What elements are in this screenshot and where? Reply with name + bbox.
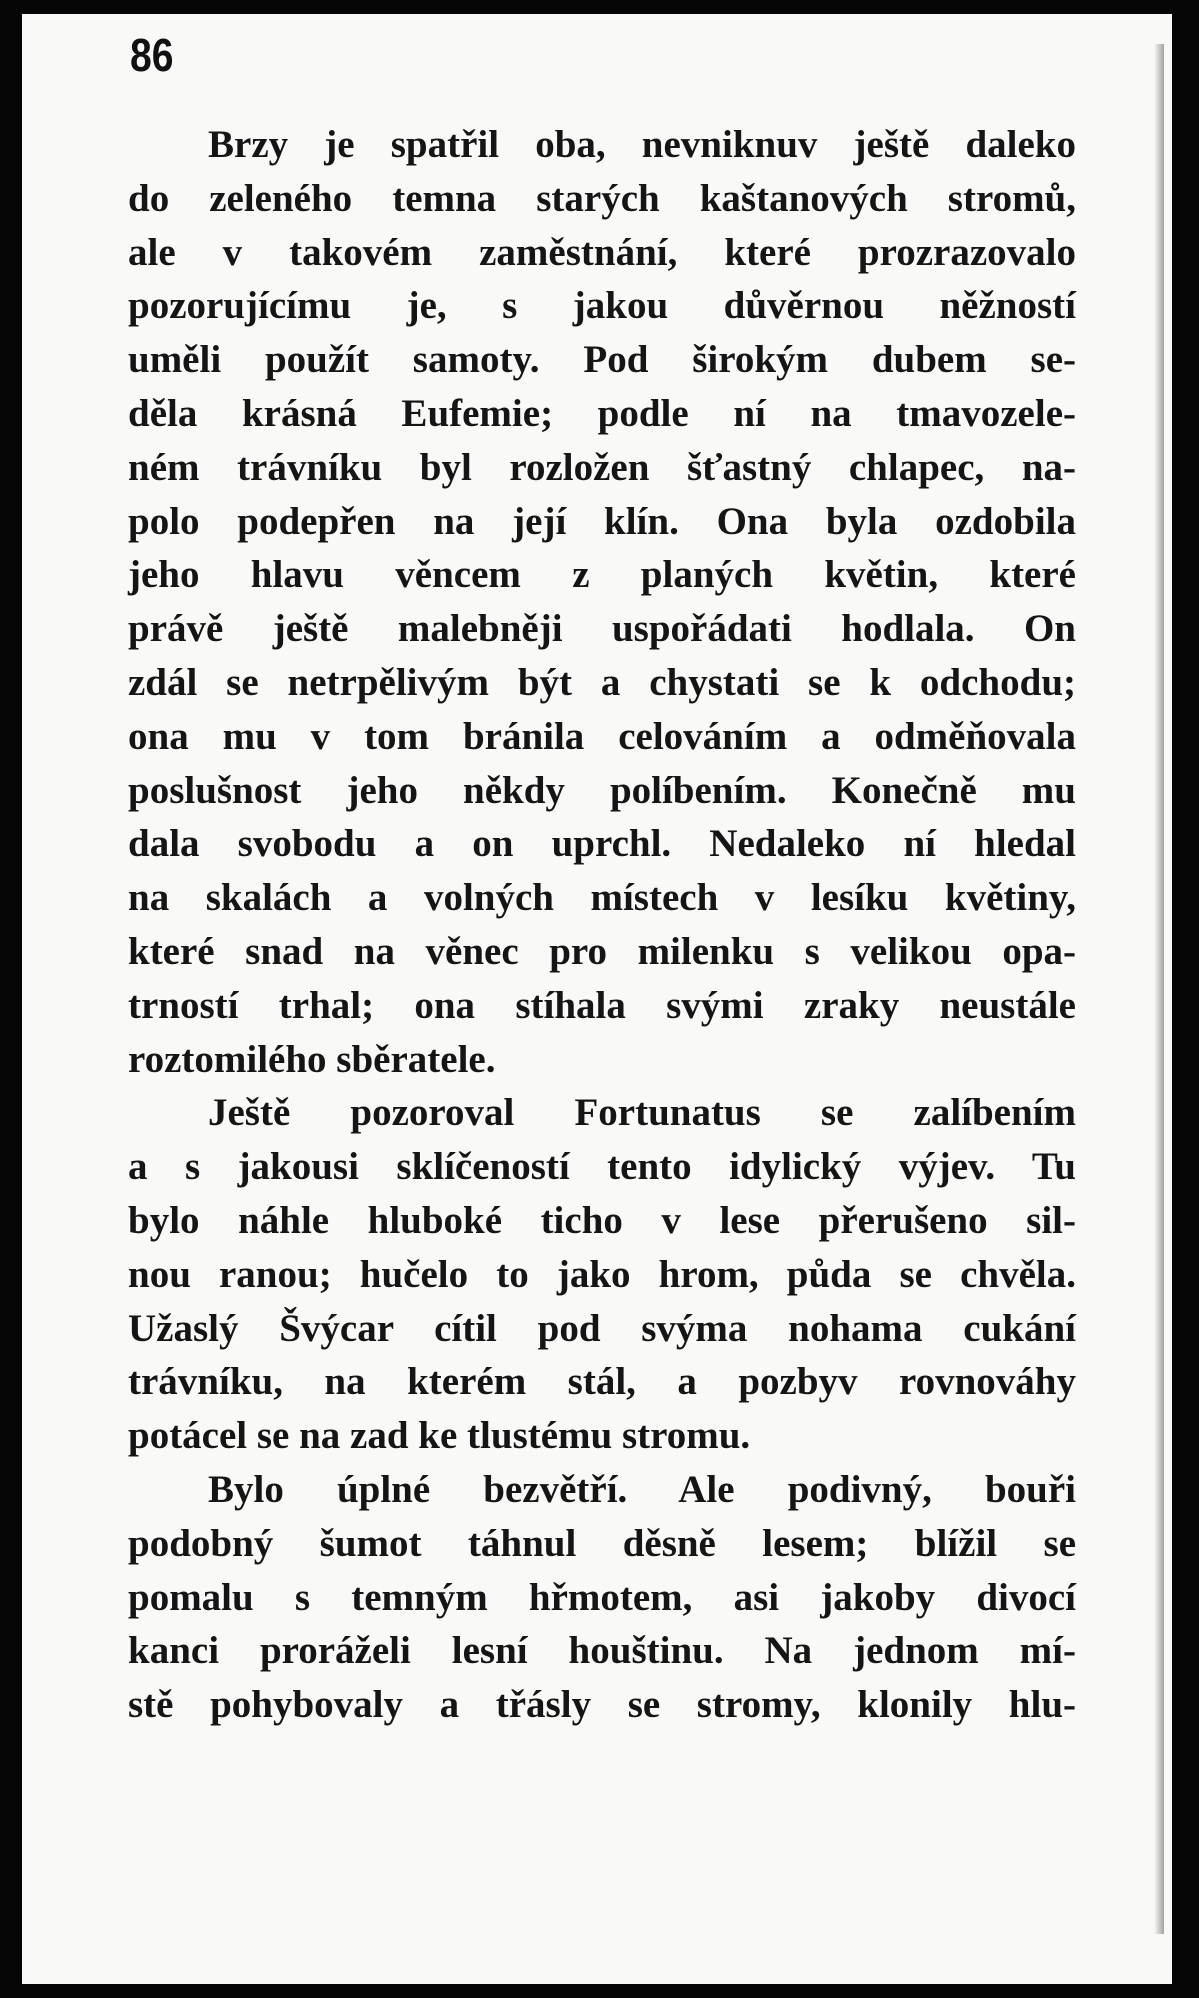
text-line: do zeleného temna starých kaštanových stromů, bbox=[128, 176, 1076, 220]
text-line: děla krásná Eufemie; podle ní na tmavozele- bbox=[128, 391, 1076, 435]
text-line: jeho hlavu věncem z planých květin, které bbox=[128, 553, 1076, 597]
text-line: Užaslý Švýcar cítil pod svýma nohama cukání bbox=[128, 1306, 1076, 1350]
text-line: právě ještě malebněji uspořádati hodlala. On bbox=[128, 607, 1076, 651]
paragraph-1 bbox=[128, 118, 1076, 1086]
text-line: dala svobodu a on uprchl. Nedaleko ní hledal bbox=[128, 822, 1076, 866]
text-line: poslušnost jeho někdy políbením. Konečně mu bbox=[128, 768, 1076, 812]
text-line: nou ranou; hučelo to jako hrom, půda se chvěla. bbox=[128, 1252, 1076, 1296]
text-line: které snad na věnec pro milenku s velikou opa- bbox=[128, 929, 1076, 973]
text-line: potácel se na zad ke tlustému stromu. bbox=[128, 1414, 751, 1458]
text-line: Brzy je spatřil oba, nevniknuv ještě daleko bbox=[208, 123, 1076, 166]
text-line: Ještě pozoroval Fortunatus se zalíbením bbox=[208, 1091, 1076, 1135]
text-line: pomalu s temným hřmotem, asi jakoby divocí bbox=[128, 1575, 1076, 1619]
paragraph-3 bbox=[128, 1463, 1076, 1732]
text-line: stě pohybovaly a třásly se stromy, klonily hlu- bbox=[128, 1683, 1076, 1727]
text-line: pozorujícímu je, s jakou důvěrnou něžností bbox=[128, 284, 1076, 328]
text-line: a s jakousi sklíčeností tento idylický výjev. Tu bbox=[128, 1145, 1076, 1189]
page-edge-shadow bbox=[1154, 44, 1164, 1934]
text-line: polo podepřen na její klín. Ona byla ozdobila bbox=[128, 499, 1076, 543]
text-line: ale v takovém zaměstnání, které prozrazovalo bbox=[128, 230, 1076, 274]
text-line: kanci proráželi lesní houštinu. Na jednom mí- bbox=[128, 1629, 1076, 1673]
paragraph-2 bbox=[128, 1086, 1076, 1463]
body-text bbox=[128, 118, 1076, 1732]
text-line: zdál se netrpělivým být a chystati se k odchodu; bbox=[128, 660, 1076, 704]
page-number: 86 bbox=[130, 29, 174, 81]
text-line: ném trávníku byl rozložen šťastný chlapec, na- bbox=[128, 445, 1076, 489]
text-line: uměli použít samoty. Pod širokým dubem se- bbox=[128, 338, 1076, 382]
text-line: Bylo úplné bezvětří. Ale podivný, bouři bbox=[208, 1467, 1076, 1511]
text-line: bylo náhle hluboké ticho v lese přerušeno sil- bbox=[128, 1198, 1076, 1242]
text-line: roztomilého sběratele. bbox=[128, 1037, 496, 1081]
text-line: na skalách a volných místech v lesíku květiny, bbox=[128, 876, 1076, 920]
text-line: podobný šumot táhnul děsně lesem; blížil se bbox=[128, 1521, 1076, 1565]
text-line: trávníku, na kterém stál, a pozbyv rovnováhy bbox=[128, 1360, 1076, 1404]
text-line: trností trhal; ona stíhala svými zraky neustále bbox=[128, 983, 1076, 1027]
text-line: ona mu v tom bránila celováním a odměňovala bbox=[128, 714, 1076, 758]
